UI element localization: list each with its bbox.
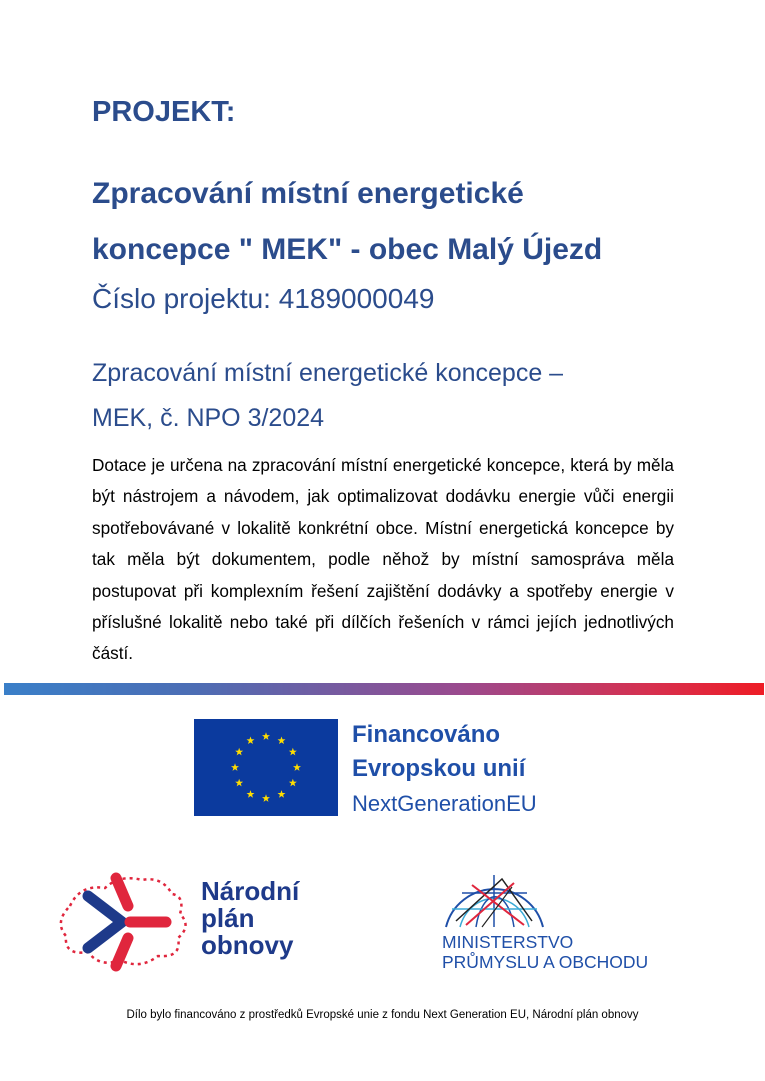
eu-star-icon <box>262 732 270 740</box>
eu-star-icon <box>235 779 243 787</box>
eu-star-icon <box>231 763 239 771</box>
project-title-line1: Zpracování místní energetické <box>92 177 524 210</box>
project-number: Číslo projektu: 4189000049 <box>92 283 435 314</box>
eu-label-line1: Financováno <box>352 721 501 748</box>
npo-label-line1: Národní <box>201 876 300 906</box>
footer-note: Dílo bylo financováno z prostředků Evropské unie z fondu Next Generation EU, Národní plán obnovy <box>126 1009 639 1021</box>
project-title-line2: koncepce " MEK" - obec Malý Újezd <box>92 233 603 266</box>
eu-flag-icon <box>194 719 338 816</box>
program-subtitle-line2: MEK, č. NPO 3/2024 <box>92 404 325 432</box>
eu-funding-label <box>352 718 537 822</box>
program-subtitle-line1: Zpracování místní energetické koncepce – <box>92 359 564 387</box>
gradient-divider <box>4 683 764 695</box>
program-subtitle <box>92 351 674 441</box>
eu-star-icon <box>293 763 301 771</box>
npo-label <box>201 878 299 959</box>
project-title <box>92 166 712 278</box>
mpo-label-line1: MINISTERSTVO <box>442 932 574 952</box>
npo-label-line2: plán <box>201 903 255 933</box>
eu-star-icon <box>289 748 297 756</box>
eu-star-icon <box>278 790 286 798</box>
eu-star-icon <box>262 794 270 802</box>
program-description: Dotace je určena na zpracování místní energetické koncepce, která by měla být nástrojem a návodem, jak optimalizovat dodávku energie vůči energii spotřebovávané v lokalitě konkrétní obce. Místní energetická koncepce by tak měla být dokumentem, podle něhož by místní samospráva měla postupovat při komplexním řešení zajištění dodávky a spotřeby energie v příslušné lokalitě nebo také při dílčích řešeních v rámci jejích jednotlivých částí. <box>92 455 674 664</box>
mpo-globe-icon <box>442 865 547 930</box>
mpo-label-line2: PRŮMYSLU A OBCHODU <box>442 952 649 972</box>
eu-star-icon <box>289 779 297 787</box>
eu-star-icon <box>278 736 286 744</box>
npo-logo-icon <box>50 866 200 976</box>
section-heading: PROJEKT: <box>92 96 236 128</box>
eu-star-icon <box>247 736 255 744</box>
npo-label-line3: obnovy <box>201 930 294 960</box>
mpo-label <box>442 932 648 972</box>
eu-flag-stars <box>194 719 338 816</box>
eu-star-icon <box>235 748 243 756</box>
eu-star-icon <box>247 790 255 798</box>
eu-label-line2: Evropskou unií <box>352 755 526 782</box>
eu-label-line3: NextGenerationEU <box>352 791 537 816</box>
